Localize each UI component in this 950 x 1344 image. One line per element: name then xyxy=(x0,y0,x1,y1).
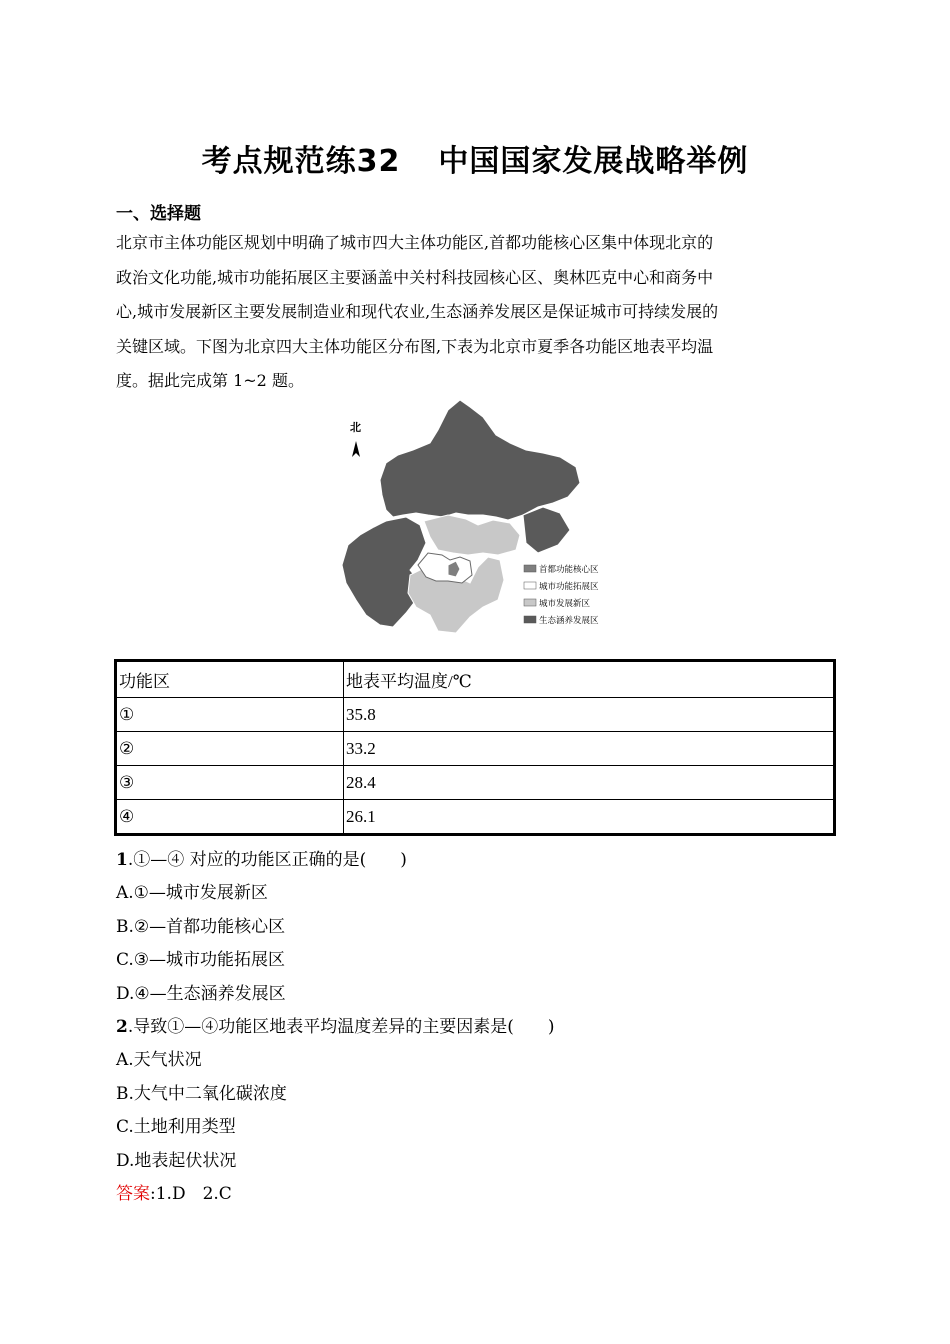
table-row xyxy=(116,766,835,800)
option-1c: C.③—城市功能拓展区 xyxy=(116,950,286,970)
legend-swatch xyxy=(524,565,536,572)
beijing-function-zone-map xyxy=(338,395,612,635)
table-cell: 28.4 xyxy=(344,766,835,800)
map-region-eco-west xyxy=(342,517,426,627)
option-1b: B.②—首都功能核心区 xyxy=(116,917,286,937)
table-row xyxy=(116,732,835,766)
table-header-cell: 功能区 xyxy=(116,661,344,698)
intro-line: 政治文化功能,城市功能拓展区主要涵盖中关村科技园核心区、奥林匹克中心和商务中 xyxy=(116,267,714,287)
option-2a: A.天气状况 xyxy=(116,1050,202,1070)
table-cell: ③ xyxy=(116,766,344,800)
intro-line: 关键区域。下图为北京四大主体功能区分布图,下表为北京市夏季各功能区地表平均温 xyxy=(116,336,714,356)
map-region-eco-east xyxy=(523,507,570,553)
table-cell: 35.8 xyxy=(344,698,835,732)
temperature-table xyxy=(114,659,836,836)
table-cell: ④ xyxy=(116,800,344,835)
legend-label: 生态涵养发展区 xyxy=(539,616,599,626)
legend-swatch xyxy=(524,582,536,589)
legend-label: 首都功能核心区 xyxy=(539,565,599,575)
title-part1: 考点规范练32 xyxy=(201,144,401,179)
map-region-eco-north xyxy=(380,400,580,520)
intro-line: 北京市主体功能区规划中明确了城市四大主体功能区,首都功能核心区集中体现北京的 xyxy=(116,233,714,252)
answer-text: :1.D 2.C xyxy=(150,1184,232,1204)
table-header-row xyxy=(116,661,835,698)
option-2d: D.地表起伏状况 xyxy=(116,1151,237,1171)
table-header-cell: 地表平均温度/℃ xyxy=(344,661,835,698)
question-number: 1 xyxy=(116,850,128,870)
question-text: .①—④ 对应的功能区正确的是( ) xyxy=(127,850,407,870)
table-cell: ② xyxy=(116,732,344,766)
table-row xyxy=(116,698,835,732)
option-2b: B.大气中二氧化碳浓度 xyxy=(116,1084,287,1104)
option-1a: A.①—城市发展新区 xyxy=(116,883,268,903)
question-2-stem xyxy=(116,1012,555,1037)
intro-paragraph xyxy=(116,226,834,399)
question-1-stem xyxy=(116,845,407,870)
legend-label: 城市功能拓展区 xyxy=(539,582,599,592)
legend-label: 城市发展新区 xyxy=(539,599,591,609)
north-arrow-icon xyxy=(352,441,360,457)
table-cell: 26.1 xyxy=(344,800,835,835)
option-2c: C.土地利用类型 xyxy=(116,1117,236,1137)
title-part2: 中国国家发展战略举例 xyxy=(438,144,749,179)
section-heading: 一、选择题 xyxy=(116,204,201,224)
legend-swatch xyxy=(524,599,536,606)
page-title xyxy=(0,136,950,180)
table-cell: ① xyxy=(116,698,344,732)
answer-line xyxy=(116,1179,232,1204)
answer-label: 答案 xyxy=(116,1184,150,1204)
intro-line: 度。据此完成第 1~2 题。 xyxy=(116,371,304,391)
table-cell: 33.2 xyxy=(344,732,835,766)
question-number: 2 xyxy=(116,1017,128,1037)
table-row xyxy=(116,800,835,835)
intro-line: 心,城市发展新区主要发展制造业和现代农业,生态涵养发展区是保证城市可持续发展的 xyxy=(116,302,719,322)
map-region-new-north xyxy=(424,515,520,555)
legend-swatch xyxy=(524,616,536,623)
north-label: 北 xyxy=(350,421,361,434)
option-1d: D.④—生态涵养发展区 xyxy=(116,984,286,1004)
question-text: .导致①—④功能区地表平均温度差异的主要因素是( ) xyxy=(127,1017,555,1037)
